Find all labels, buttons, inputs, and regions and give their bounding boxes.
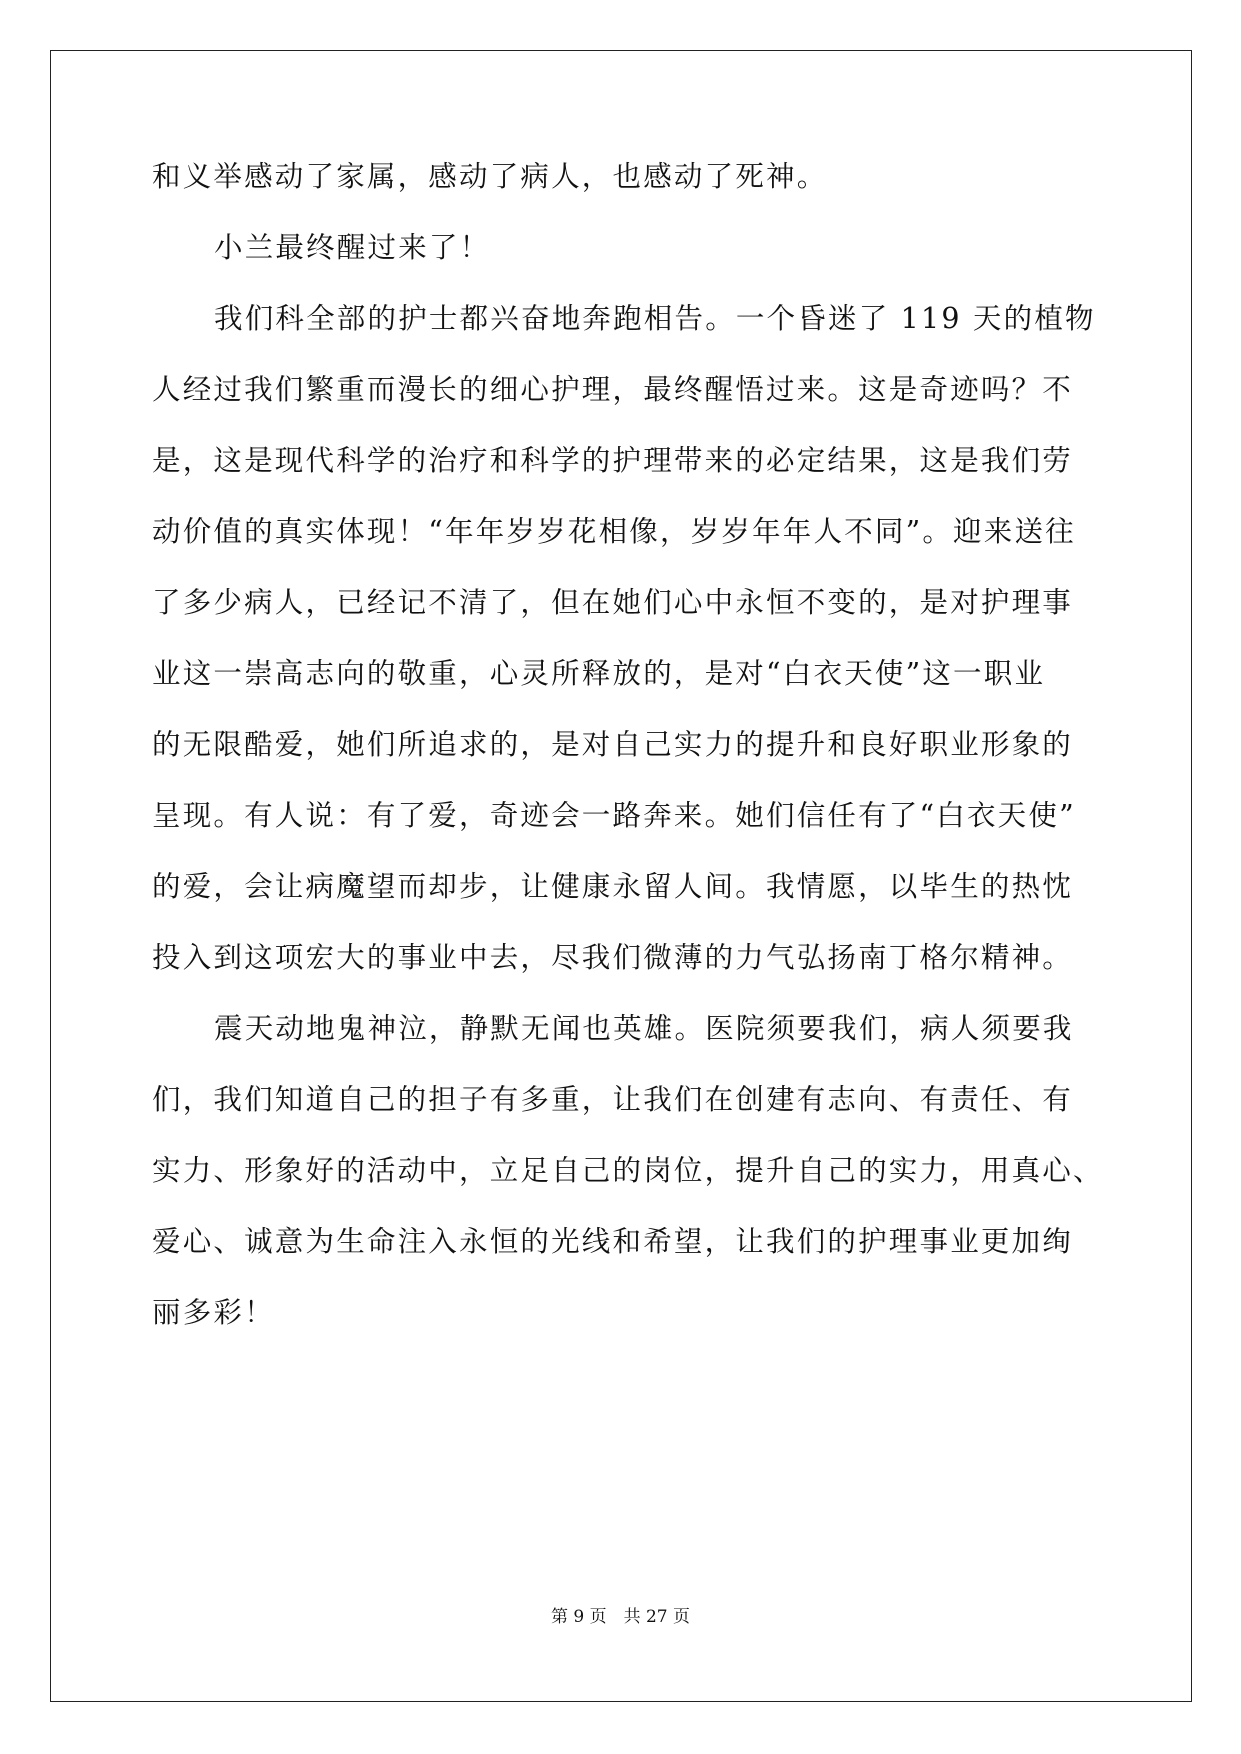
text-line: 的爱，会让病魔望而却步，让健康永留人间。我情愿，以毕生的热忱 [152,870,1074,903]
text-line: 爱心、诚意为生命注入永恒的光线和希望，让我们的护理事业更加绚 [152,1225,1074,1258]
text-line: 和义举感动了家属，感动了病人，也感动了死神。 [152,160,828,193]
text-line: 是，这是现代科学的治疗和科学的护理带来的必定结果，这是我们劳 [152,444,1074,477]
text-line: 的无限酷爱，她们所追求的，是对自己实力的提升和良好职业形象的 [152,728,1074,761]
text-line: 丽多彩！ [152,1296,275,1329]
text-line: 小兰最终醒过来了！ [214,231,491,264]
text-line: 投入到这项宏大的事业中去，尽我们微薄的力气弘扬南丁格尔精神。 [152,941,1074,974]
page-number: 第 9 页 共 27 页 [550,1607,691,1627]
text-line: 我们科全部的护士都兴奋地奔跑相告。一个昏迷了 119 天的植物 [214,302,1096,335]
text-line: 震天动地鬼神泣，静默无闻也英雄。医院须要我们，病人须要我 [214,1012,1074,1045]
text-line: 业这一崇高志向的敬重，心灵所释放的，是对“白衣天使”这一职业 [152,657,1046,690]
text-line: 了多少病人，已经记不清了，但在她们心中永恒不变的，是对护理事 [152,586,1074,619]
text-line: 们，我们知道自己的担子有多重，让我们在创建有志向、有责任、有 [152,1083,1074,1116]
text-line: 人经过我们繁重而漫长的细心护理，最终醒悟过来。这是奇迹吗？不 [152,373,1074,406]
text-line: 实力、形象好的活动中，立足自己的岗位，提升自己的实力，用真心、 [152,1154,1104,1187]
text-line: 动价值的真实体现！“年年岁岁花相像，岁岁年年人不同”。迎来送往 [152,515,1076,548]
text-line: 呈现。有人说：有了爱，奇迹会一路奔来。她们信任有了“白衣天使” [152,799,1076,832]
